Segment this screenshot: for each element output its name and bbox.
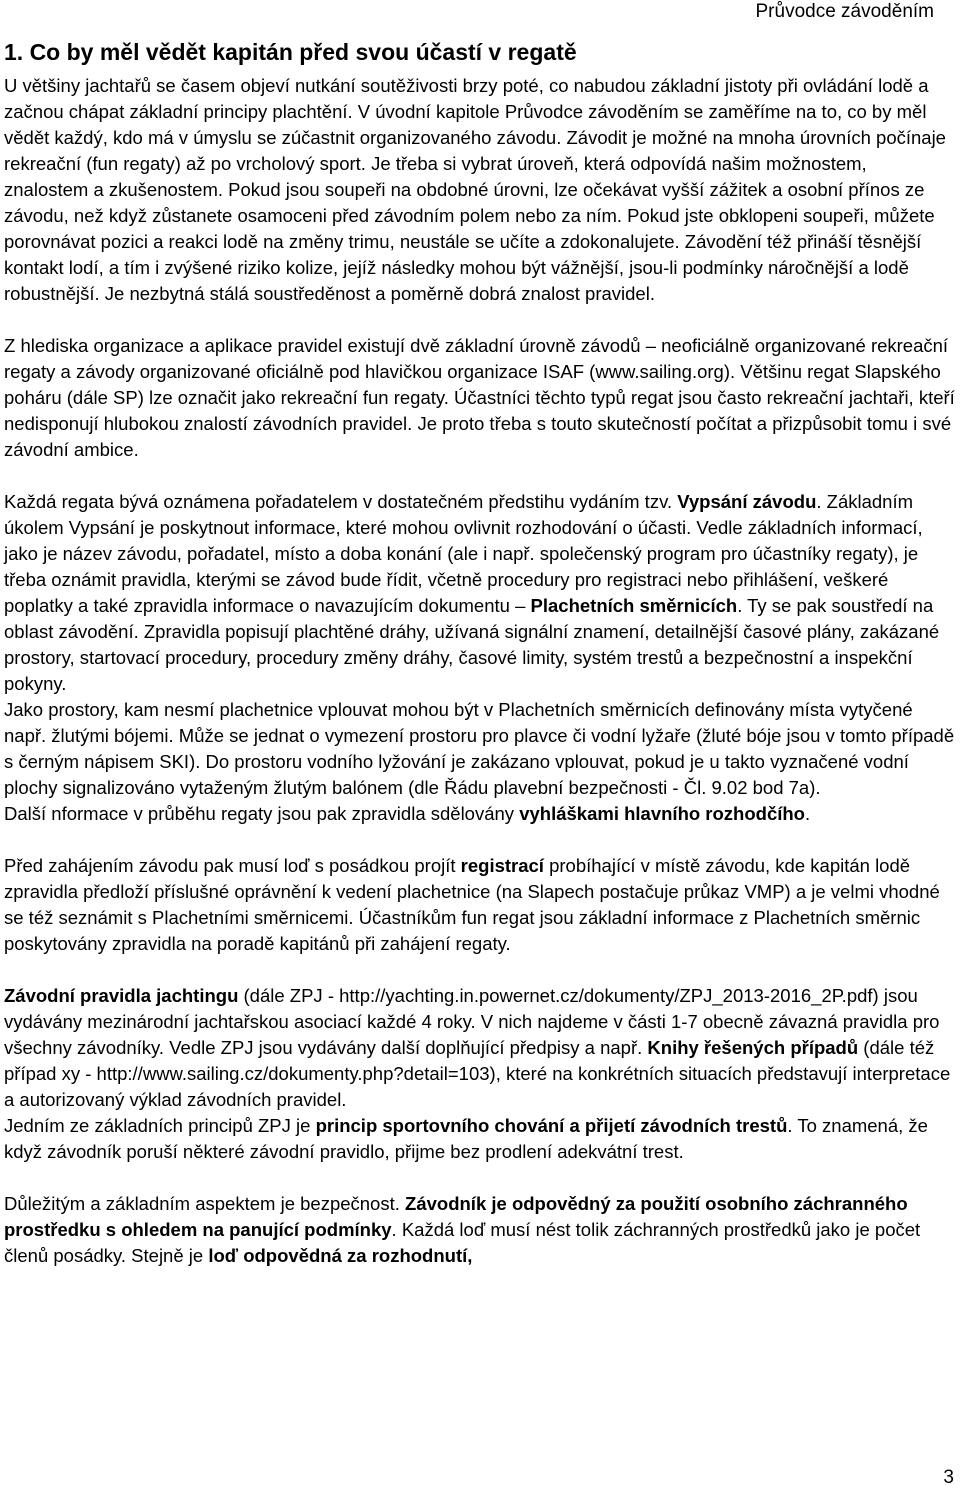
chapter-title: 1. Co by měl vědět kapitán před svou účastí v regatě	[4, 39, 577, 65]
text-run: .	[805, 803, 811, 824]
page-number: 3	[943, 1467, 954, 1488]
paragraph	[4, 73, 956, 307]
text-run: Jedním ze základních principů ZPJ je	[4, 1115, 316, 1136]
bold-text-run: Plachetních směrnicích	[530, 595, 738, 616]
paragraph	[4, 489, 956, 697]
text-run: (dále ZPJ - http://yachting.in.powernet.cz/dokumenty/ZPJ_2013-2016_2P.pdf) jsou vydávány mezinárodní jachtařskou asociací každé 4 roky. V nich najdeme v části 1-7 obecně závazná pravidla pro všechny závodníky. Vedle ZPJ jsou vydávány další doplňující předpisy a např.	[4, 985, 940, 1058]
text-run: Každá regata bývá oznámena pořadatelem v dostatečném předstihu vydáním tzv.	[4, 491, 678, 512]
text-run: . Ty se pak soustředí na oblast závodění. Zpravidla popisují plachtěné dráhy, užívaná signální znamení, detailnější časové plány, zakázané prostory, startovací procedury, procedury změny dráhy, časové limity, systém trestů a bezpečnostní a inspekční pokyny.	[4, 595, 940, 694]
bold-text-run: Závodník je odpovědný za použití osobního záchranného prostředku s ohledem na panující podmínky	[4, 1193, 908, 1240]
bold-text-run: vyhláškami hlavního rozhodčího	[519, 803, 805, 824]
text-run: probíhající v místě závodu, kde kapitán lodě zpravidla předloží příslušné oprávnění k vedení plachetnice (na Slapech postačuje průkaz VMP) a je velmi vhodné se též seznámit s Plachetními směrnicemi. Účastníkům fun regat jsou základní informace z Plachetních směrnic poskytovány zpravidla na poradě kapitánů při zahájení regaty.	[4, 855, 940, 954]
text-run: . Každá loď musí nést tolik záchranných prostředků jako je počet členů posádky. Stejně je	[4, 1219, 921, 1266]
text-run: U většiny jachtařů se časem objeví nutkání soutěživosti brzy poté, co nabudou základní jistoty při ovládání lodě a začnou chápat základní principy plachtění. V úvodní kapitole Průvodce závoděním se zaměříme na to, co by měl vědět každý, kdo má v úmyslu se zúčastnit organizovaného závodu. Závodit je možné na mnoha úrovních počínaje rekreační (fun regaty) až po vrcholový sport. Je třeba si vybrat úroveň, která odpovídá našim možnostem, znalostem a zkušenostem. Pokud jsou soupeři na obdobné úrovni, lze očekávat vyšší zážitek a osobní přínos ze závodu, než když zůstanete osamoceni před závodním polem nebo za ním. Pokud jste obklopeni soupeři, můžete porovnávat pozici a reakci lodě na změny trimu, neustále se učíte a zdokonalujete. Závodění též přináší těsnější kontakt lodí, a tím i zvýšené riziko kolize, jejíž následky mohou být vážnější, jsou-li podmínky náročnější a lodě robustnější. Je nezbytná stálá soustředěnost a poměrně dobrá znalost pravidel.	[4, 75, 946, 304]
paragraph	[4, 697, 956, 801]
text-run: Jako prostory, kam nesmí plachetnice vplouvat mohou být v Plachetních směrnicích definovány místa vytyčené např. žlutými bójemi. Může se jednat o vymezení prostoru pro plavce či vodní lyžaře (žluté bóje jsou v tomto případě s černým nápisem SKI). Do prostoru vodního lyžování je zakázano vplouvat, pokud je u takto vyznačené vodní plochy signalizováno vytaženým žlutým balónem (dle Řádu plavební bezpečnosti - Čl. 9.02 bod 7a).	[4, 699, 955, 798]
running-header: Průvodce závoděním	[755, 1, 934, 22]
text-run: Z hlediska organizace a aplikace pravidel existují dvě základní úrovně závodů – neoficiálně organizované rekreační regaty a závody organizované oficiálně pod hlavičkou organizace ISAF (www.sailing.org). Většinu regat Slapského poháru (dále SP) lze označit jako rekreační fun regaty. Účastníci těchto typů regat jsou často rekreační jachtaři, kteří nedisponují hlubokou znalostí závodních pravidel. Je proto třeba s touto skutečností počítat a přizpůsobit tomu i své závodní ambice.	[4, 335, 955, 460]
text-run: . Základním úkolem Vypsání je poskytnout informace, které mohou ovlivnit rozhodování o účasti. Vedle základních informací, jako je název závodu, pořadatel, místo a doba konání (ale i např. společenský program pro účastníky regaty), je třeba oznámit pravidla, kterými se závod bude řídit, včetně procedury pro registraci nebo přihlášení, veškeré poplatky a také zpravidla informace o navazujícím dokumentu –	[4, 491, 923, 616]
paragraph	[4, 801, 956, 827]
bold-text-run: Závodní pravidla jachtingu	[4, 985, 239, 1006]
text-run: . To znamená, že když závodník poruší některé závodní pravidlo, přijme bez prodlení adekvátní trest.	[4, 1115, 928, 1162]
paragraph	[4, 853, 956, 957]
text-run: Před zahájením závodu pak musí loď s posádkou projít	[4, 855, 461, 876]
paragraph	[4, 1191, 956, 1269]
document-body	[4, 73, 956, 1269]
paragraph	[4, 1113, 956, 1165]
bold-text-run: princip sportovního chování a přijetí závodních trestů	[315, 1115, 788, 1136]
bold-text-run: loď odpovědná za rozhodnutí,	[208, 1245, 473, 1266]
bold-text-run: Vypsání závodu	[677, 491, 817, 512]
text-run: (dále též případ xy - http://www.sailing.cz/dokumenty.php?detail=103), které na konkrétních situacích představují interpretace a autorizovaný výklad závodních pravidel.	[4, 1037, 951, 1110]
paragraph	[4, 333, 956, 463]
text-run: Důležitým a základním aspektem je bezpečnost.	[4, 1193, 406, 1214]
bold-text-run: registrací	[460, 855, 544, 876]
text-run: Další nformace v průběhu regaty jsou pak zpravidla sdělovány	[4, 803, 520, 824]
paragraph	[4, 983, 956, 1113]
bold-text-run: Knihy řešených případů	[647, 1037, 859, 1058]
